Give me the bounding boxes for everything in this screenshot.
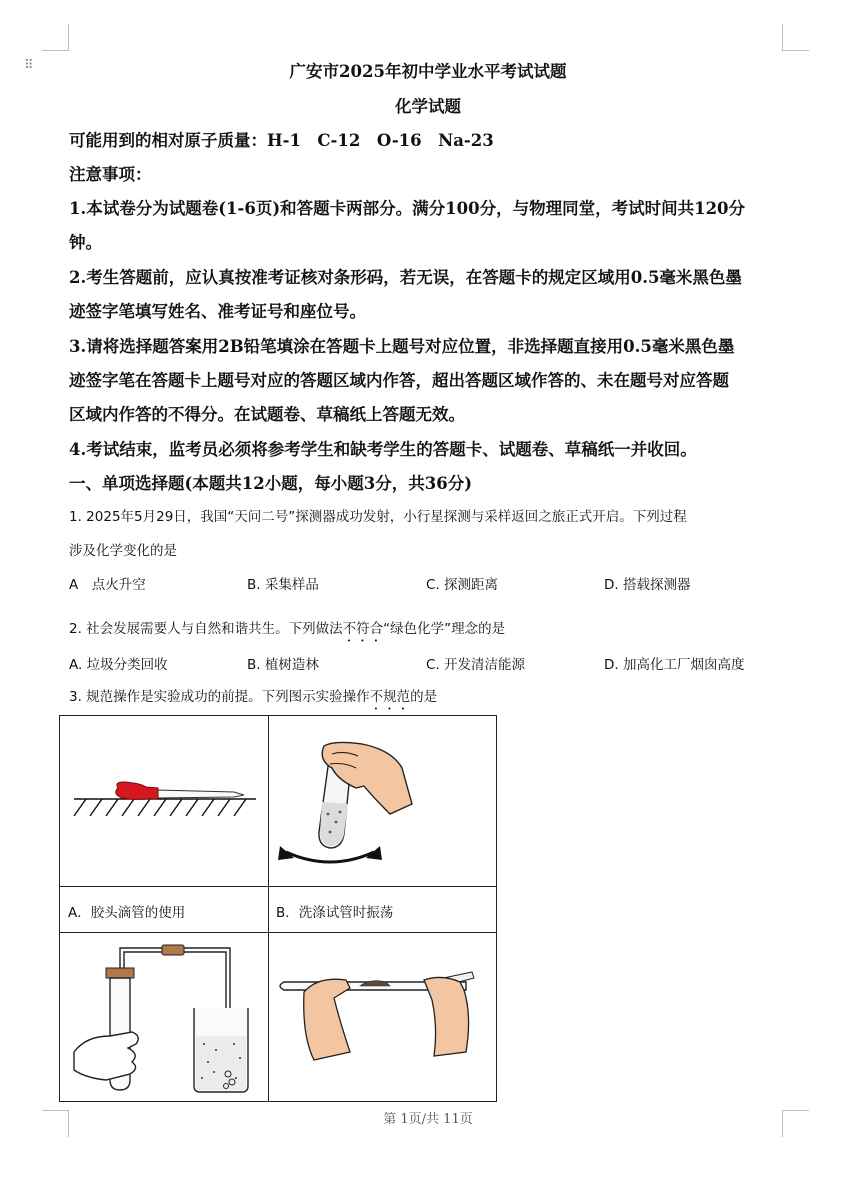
q1-option-b: B. 采集样品 (247, 577, 319, 593)
q2-stem-pre: 2. 社会发展需要人与自然和谐共生。下列做法 (69, 621, 343, 637)
exam-subtitle: 化学试题 (395, 97, 461, 116)
notes-heading: 注意事项： (69, 165, 152, 184)
crop-mark-top-right (782, 24, 809, 51)
q3-caption-a: A．胶头滴管的使用 (68, 905, 186, 921)
page-footer: 第 1页/共 11页 (383, 1112, 473, 1127)
q2-emphasis: 不符合 (342, 621, 384, 637)
q2-option-b: B. 植树造林 (247, 657, 319, 673)
crop-mark-top-left (42, 24, 69, 51)
airtightness-check-figure (66, 940, 262, 1098)
note-1-line-1: 1.本试卷分为试题卷(1-6页)和答题卡两部分。满分100分，与物理同堂，考试时间共120分 (69, 199, 746, 218)
q3-stem (69, 685, 437, 713)
drag-handle-icon[interactable]: ⠿ (24, 58, 34, 73)
note-2-line-1: 2.考生答题前，应认真按准考证核对条形码，若无误，在答题卡的规定区域用0.5毫米黑色墨 (69, 268, 742, 287)
q2-option-c: C. 开发清洁能源 (426, 657, 526, 673)
q2-stem-post: “绿色化学”理念的是 (383, 621, 506, 637)
q1-option-a: A 点火升空 (69, 577, 146, 593)
note-4: 4.考试结束，监考员必须将参考学生和缺考学生的答题卡、试题卷、草稿纸一并收回。 (69, 440, 697, 459)
q3-stem-post: 的是 (410, 689, 438, 705)
table-divider-vertical (268, 716, 269, 1101)
adding-solid-to-tube-figure (274, 952, 492, 1092)
q1-option-c: C. 探测距离 (426, 577, 499, 593)
note-1-line-2: 钟。 (69, 233, 102, 252)
q3-caption-b: B．洗涤试管时振荡 (276, 905, 394, 921)
shaking-test-tube-figure (272, 724, 462, 884)
q1-option-d: D. 搭载探测器 (604, 577, 691, 593)
q1-stem-line-1: 1. 2025年5月29日，我国“天问二号”探测器成功发射，小行星探测与采样返回之旅正式开启。下列过程 (69, 509, 687, 525)
table-divider-1 (60, 886, 496, 887)
exam-title: 广安市2025年初中学业水平考试试题 (289, 62, 567, 81)
q3-emphasis: 不规范 (369, 689, 411, 705)
note-3-line-2: 迹签字笔在答题卡上题号对应的答题区域内作答，超出答题区域作答的、未在题号对应答题 (69, 371, 729, 390)
section-heading: 一、单项选择题(本题共12小题，每小题3分，共36分) (69, 474, 473, 493)
q3-figure-table (59, 715, 497, 1102)
atomic-mass-line: 可能用到的相对原子质量：H-1 C-12 O-16 Na-23 (69, 131, 494, 150)
note-3-line-1: 3.请将选择题答案用2B铅笔填涂在答题卡上题号对应位置，非选择题直接用0.5毫米黑色墨 (69, 337, 735, 356)
q1-stem-line-2: 涉及化学变化的是 (69, 543, 177, 559)
table-divider-2 (60, 932, 496, 933)
note-2-line-2: 迹签字笔填写姓名、准考证号和座位号。 (69, 302, 366, 321)
q2-stem (69, 617, 505, 645)
note-3-line-3: 区域内作答的不得分。在试题卷、草稿纸上答题无效。 (69, 405, 465, 424)
q3-stem-pre: 3. 规范操作是实验成功的前提。下列图示实验操作 (69, 689, 370, 705)
q2-option-d: D. 加高化工厂烟囱高度 (604, 657, 745, 673)
dropper-on-table-figure (66, 776, 262, 826)
q2-option-a: A. 垃圾分类回收 (69, 657, 168, 673)
